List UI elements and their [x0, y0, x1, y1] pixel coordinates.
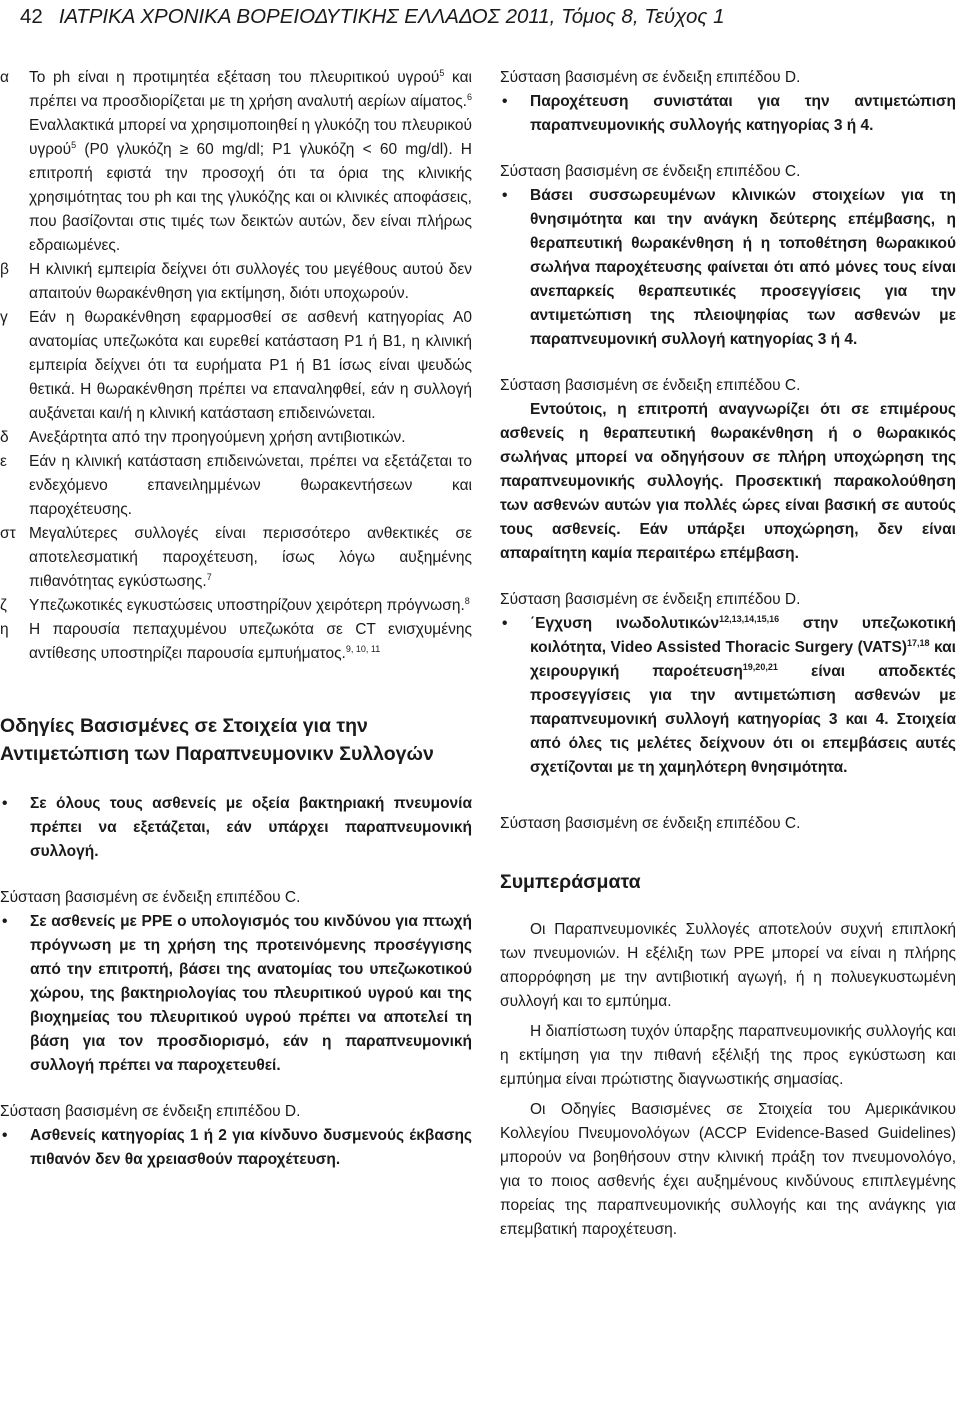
conclusions-title: Συμπεράσματα [500, 871, 641, 893]
right-column [500, 66, 956, 1242]
footnote-text [29, 618, 472, 666]
bullet-dot: • [502, 93, 508, 110]
guideline-bullet [0, 792, 472, 864]
bullet-text: Παροχέτευση συνιστάται για την αντιμετώπιση παραπνευμονικής συλλογής κατηγορίας 3 ή 4. [530, 93, 956, 134]
reference-sup: 19,20,21 [742, 661, 778, 672]
reference-sup: 6 [466, 91, 472, 102]
footnote-marker: γ [0, 309, 8, 326]
text-part: και πρέπει να προσδιορίζεται με τη χρήση αναλυτή αερίων αίματος. [29, 69, 472, 110]
section-title: Οδηγίες Βασισμένες σε Στοιχεία για την Αντιμετώπιση των Παραπνευμονικν Συλλογών [0, 715, 434, 765]
reference-sup: 5 [439, 67, 445, 78]
reference-sup: 7 [206, 571, 212, 582]
footnote-marker: ζ [0, 597, 7, 614]
recommendation-level: Σύσταση βασισμένη σε ένδειξη επιπέδου D. [0, 1103, 301, 1120]
page-number: 42 [20, 5, 43, 28]
footnote-marker: η [0, 621, 9, 638]
reference-sup: 8 [464, 595, 470, 606]
guideline-bullet [500, 184, 956, 352]
text-part: στην υπεζωκοτική κοιλότητα, Video Assisted Thoracic Surgery (VATS) [530, 615, 956, 656]
bullet-text: Ασθενείς κατηγορίας 1 ή 2 για κίνδυνο δυσμενούς έκβασης πιθανόν δεν θα χρειασθούν παροχέτευση. [30, 1127, 472, 1168]
bullet-dot: • [2, 913, 8, 930]
bullet-dot: • [2, 1127, 8, 1144]
bullet-text: Βάσει συσσωρευμένων κλινικών στοιχείων για τη θνησιμότητα και την ανάγκη δεύτερης επέμβασης, η θεραπευτική θωρακένθηση ή η τοποθέτηση θωρακικού σωλήνα παροχέτευσης φαίνεται ότι από μόνες τους είναι ανεπαρκείς θεραπευτικές προσεγγίσεις για την αντιμετώπιση της πλειοψηφίας των ασθενών με παραπνευμονική συλλογή κατηγορίας 3 ή 4. [530, 187, 956, 348]
bullet-dot: • [2, 795, 8, 812]
guideline-bullet [500, 90, 956, 138]
bullet-text: Σε ασθενείς με PPE ο υπολογισμός του κινδύνου για πτωχή πρόγνωση με τη χρήση της προτεινόμενης προσέγγισης από την επιτροπή, βάσει της ανατομίας του υπεζωκοτικού χώρου, της βακτηριολογίας του πλευριτικού υγρού και της βιοχημείας του πλευριτικού υγρού πρέπει να αποτελεί τη βάση για τον προσδιορισμό, εάν η παραπνευμονική συλλογή πρέπει να παροχετευθεί. [30, 913, 472, 1074]
reference-sup: 9, 10, 11 [345, 643, 381, 654]
footnote-item-delta [0, 426, 472, 450]
text-part: Μεγαλύτερες συλλογές είναι περισσότερο ανθεκτικές σε αποτελεσματική παροχέτευση, ίσως λόγω αυξημένης πιθανότητας εγκύστωσης. [29, 525, 472, 590]
footnote-text: Εάν η κλινική κατάσταση επιδεινώνεται, πρέπει να εξετάζεται το ενδεχόμενο επανειλημμένων θωρακεντήσεων και παροχέτευσης. [29, 453, 472, 518]
recommendation-level: Σύσταση βασισμένη σε ένδειξη επιπέδου C. [0, 889, 301, 906]
text-part: Η παρουσία πεπαχυμένου υπεζωκότα σε CT ενισχυμένης αντίθεσης υποστηρίζει παρουσία εμπυήματος. [29, 621, 472, 662]
footnote-text: Ανεξάρτητα από την προηγούμενη χρήση αντιβιοτικών. [29, 429, 406, 446]
guideline-bullet [0, 910, 472, 1078]
footnote-item-eta [0, 618, 472, 666]
footnote-text [29, 522, 472, 594]
text-part: (P0 γλυκόζη ≥ 60 mg/dl; P1 γλυκόζη < 60 mg/dl). Η επιτροπή εφιστά την προσοχή ότι τα όρια της κλινικής χρησιμότητας του ph και της γλυκόζης και οι κλινικές αποφάσεις, που βασίζονται στις τιμές των δεικτών αυτών, δεν είναι πλήρως εδραιωμένες. [29, 141, 472, 254]
recommendation-level: Σύσταση βασισμένη σε ένδειξη επιπέδου C. [500, 377, 801, 394]
recommendation-level: Σύσταση βασισμένη σε ένδειξη επιπέδου D. [500, 69, 801, 86]
recommendation-level: Σύσταση βασισμένη σε ένδειξη επιπέδου C. [500, 163, 801, 180]
left-column [0, 66, 472, 1172]
conclusion-paragraph: Οι Παραπνευμονικές Συλλογές αποτελούν συχνή επιπλοκή των πνευμονιών. Η εξέλιξη των PPE μπορεί να είναι η πλήρης απορρόφηση με την αντιβιοτική αγωγή, ή η πολυεγκυστωμένη συλλογή και το εμπύημα. [500, 921, 956, 1010]
guideline-bullet [500, 612, 956, 780]
footnote-item-alpha [0, 66, 472, 258]
footnote-marker: ε [0, 453, 7, 470]
reference-sup: 5 [71, 139, 77, 150]
footnote-text: Η κλινική εμπειρία δείχνει ότι συλλογές του μεγέθους αυτού δεν απαιτούν θωρακένθηση για εκτίμηση, διότι υποχωρούν. [29, 261, 472, 302]
bullet-dot: • [502, 187, 508, 204]
bullet-text: Σε όλους τους ασθενείς με οξεία βακτηριακή πνευμονία πρέπει να εξετάζεται, εάν υπάρχει παραπνευμονική συλλογή. [30, 795, 472, 860]
guideline-bullet [0, 1124, 472, 1172]
bold-paragraph: Εντούτοις, η επιτροπή αναγνωρίζει ότι σε επιμέρους ασθενείς η θεραπευτική θωρακένθηση ή ο θωρακικός σωλήνας μπορεί να οδηγήσουν σε πλήρη υποχώρηση της παραπνευμονικής συλλογής. Προσεκτική παρακολούθηση των ασθενών αυτών για πολλές ώρες είναι βασική σε αυτούς τους ασθενείς. Εάν υπάρξει υποχώρηση, δεν είναι απαραίτητη καμία περαιτέρω επέμβαση. [500, 401, 956, 562]
reference-sup: 17,18 [907, 637, 930, 648]
running-header [20, 4, 950, 30]
recommendation-level: Σύσταση βασισμένη σε ένδειξη επιπέδου D. [500, 591, 801, 608]
text-part: και χειρουργική παροέτευση [530, 639, 956, 680]
text-part: Υπεζωκοτικές εγκυστώσεις υποστηρίζουν χειρότερη πρόγνωση. [29, 597, 465, 614]
footnote-marker: δ [0, 429, 9, 446]
footnote-item-gamma [0, 306, 472, 426]
footnote-marker: β [0, 261, 9, 278]
footnote-item-epsilon [0, 450, 472, 522]
text-part: ΄Εγχυση ινωδολυτικών [530, 615, 720, 632]
text-part: Το ph είναι η προτιμητέα εξέταση του πλευριτικού υγρού [29, 69, 440, 86]
conclusion-paragraph: Οι Οδηγίες Βασισμένες σε Στοιχεία του Αμερικάνικου Κολλεγίου Πνευμονολόγων (ACCP Evidence-Based Guidelines) μπορούν να βοηθήσουν στην κλινική πράξη τον πνευμονολόγο, για το ποιος ασθενής έχει αυξημένους κινδύνους επιπλεγμένης πορείας της παραπνευμονικής συλλογής και της ανάγκης για επεμβατική παροχέτευση. [500, 1101, 956, 1238]
footnote-text: Εάν η θωρακένθηση εφαρμοσθεί σε ασθενή κατηγορίας Α0 ανατομίας υπεζωκότα και ευρεθεί κατάσταση P1 ή B1, η κλινική εμπειρία δείχνει ότι τα ευρήματα P1 ή B1 ίσως είναι ψευδώς θετικά. Η θωρακένθηση πρέπει να επαναληφθεί, εάν η συλλογή αυξάνεται και/ή η κλινική κατάσταση επιδεινώνεται. [29, 309, 472, 422]
footnote-item-stigma [0, 522, 472, 594]
text-part: Εναλλακτικά μπορεί να χρησιμοποιηθεί η γλυκόζη του πλευρικού υγρού [29, 117, 472, 158]
journal-title: ΙΑΤΡΙΚΑ ΧΡΟΝΙΚΑ ΒΟΡΕΙΟΔΥΤΙΚΗΣ ΕΛΛΑΔΟΣ 2011, Τόμος 8, Τεύχος 1 [58, 5, 725, 28]
footnote-text [29, 594, 472, 618]
footnote-item-zeta [0, 594, 472, 618]
conclusion-paragraph: Η διαπίστωση τυχόν ύπαρξης παραπνευμονικής συλλογής και η εκτίμηση για την πιθανή εξέλιξή της προς εγκύστωση και εμπύημα είναι πρώτιστης διαγνωστικής σημασίας. [500, 1023, 956, 1088]
footnote-item-beta [0, 258, 472, 306]
footnote-text [29, 66, 472, 258]
footnote-marker: α [0, 69, 9, 86]
recommendation-level: Σύσταση βασισμένη σε ένδειξη επιπέδου C. [500, 815, 801, 832]
footnote-marker: στ [0, 525, 16, 542]
reference-sup: 12,13,14,15,16 [719, 613, 780, 624]
text-part: είναι αποδεκτές προσεγγίσεις για την αντιμετώπιση ασθενών με παραπνευμονική συλλογή κατηγορίας 3 και 4. Στοιχεία από όλες τις μελέτες δείχνουν ότι οι επεμβάσεις αυτές σχετίζονται με τη χαμηλότερη θνησιμότητα. [530, 663, 956, 776]
bullet-dot: • [502, 615, 508, 632]
bullet-text [530, 612, 956, 780]
